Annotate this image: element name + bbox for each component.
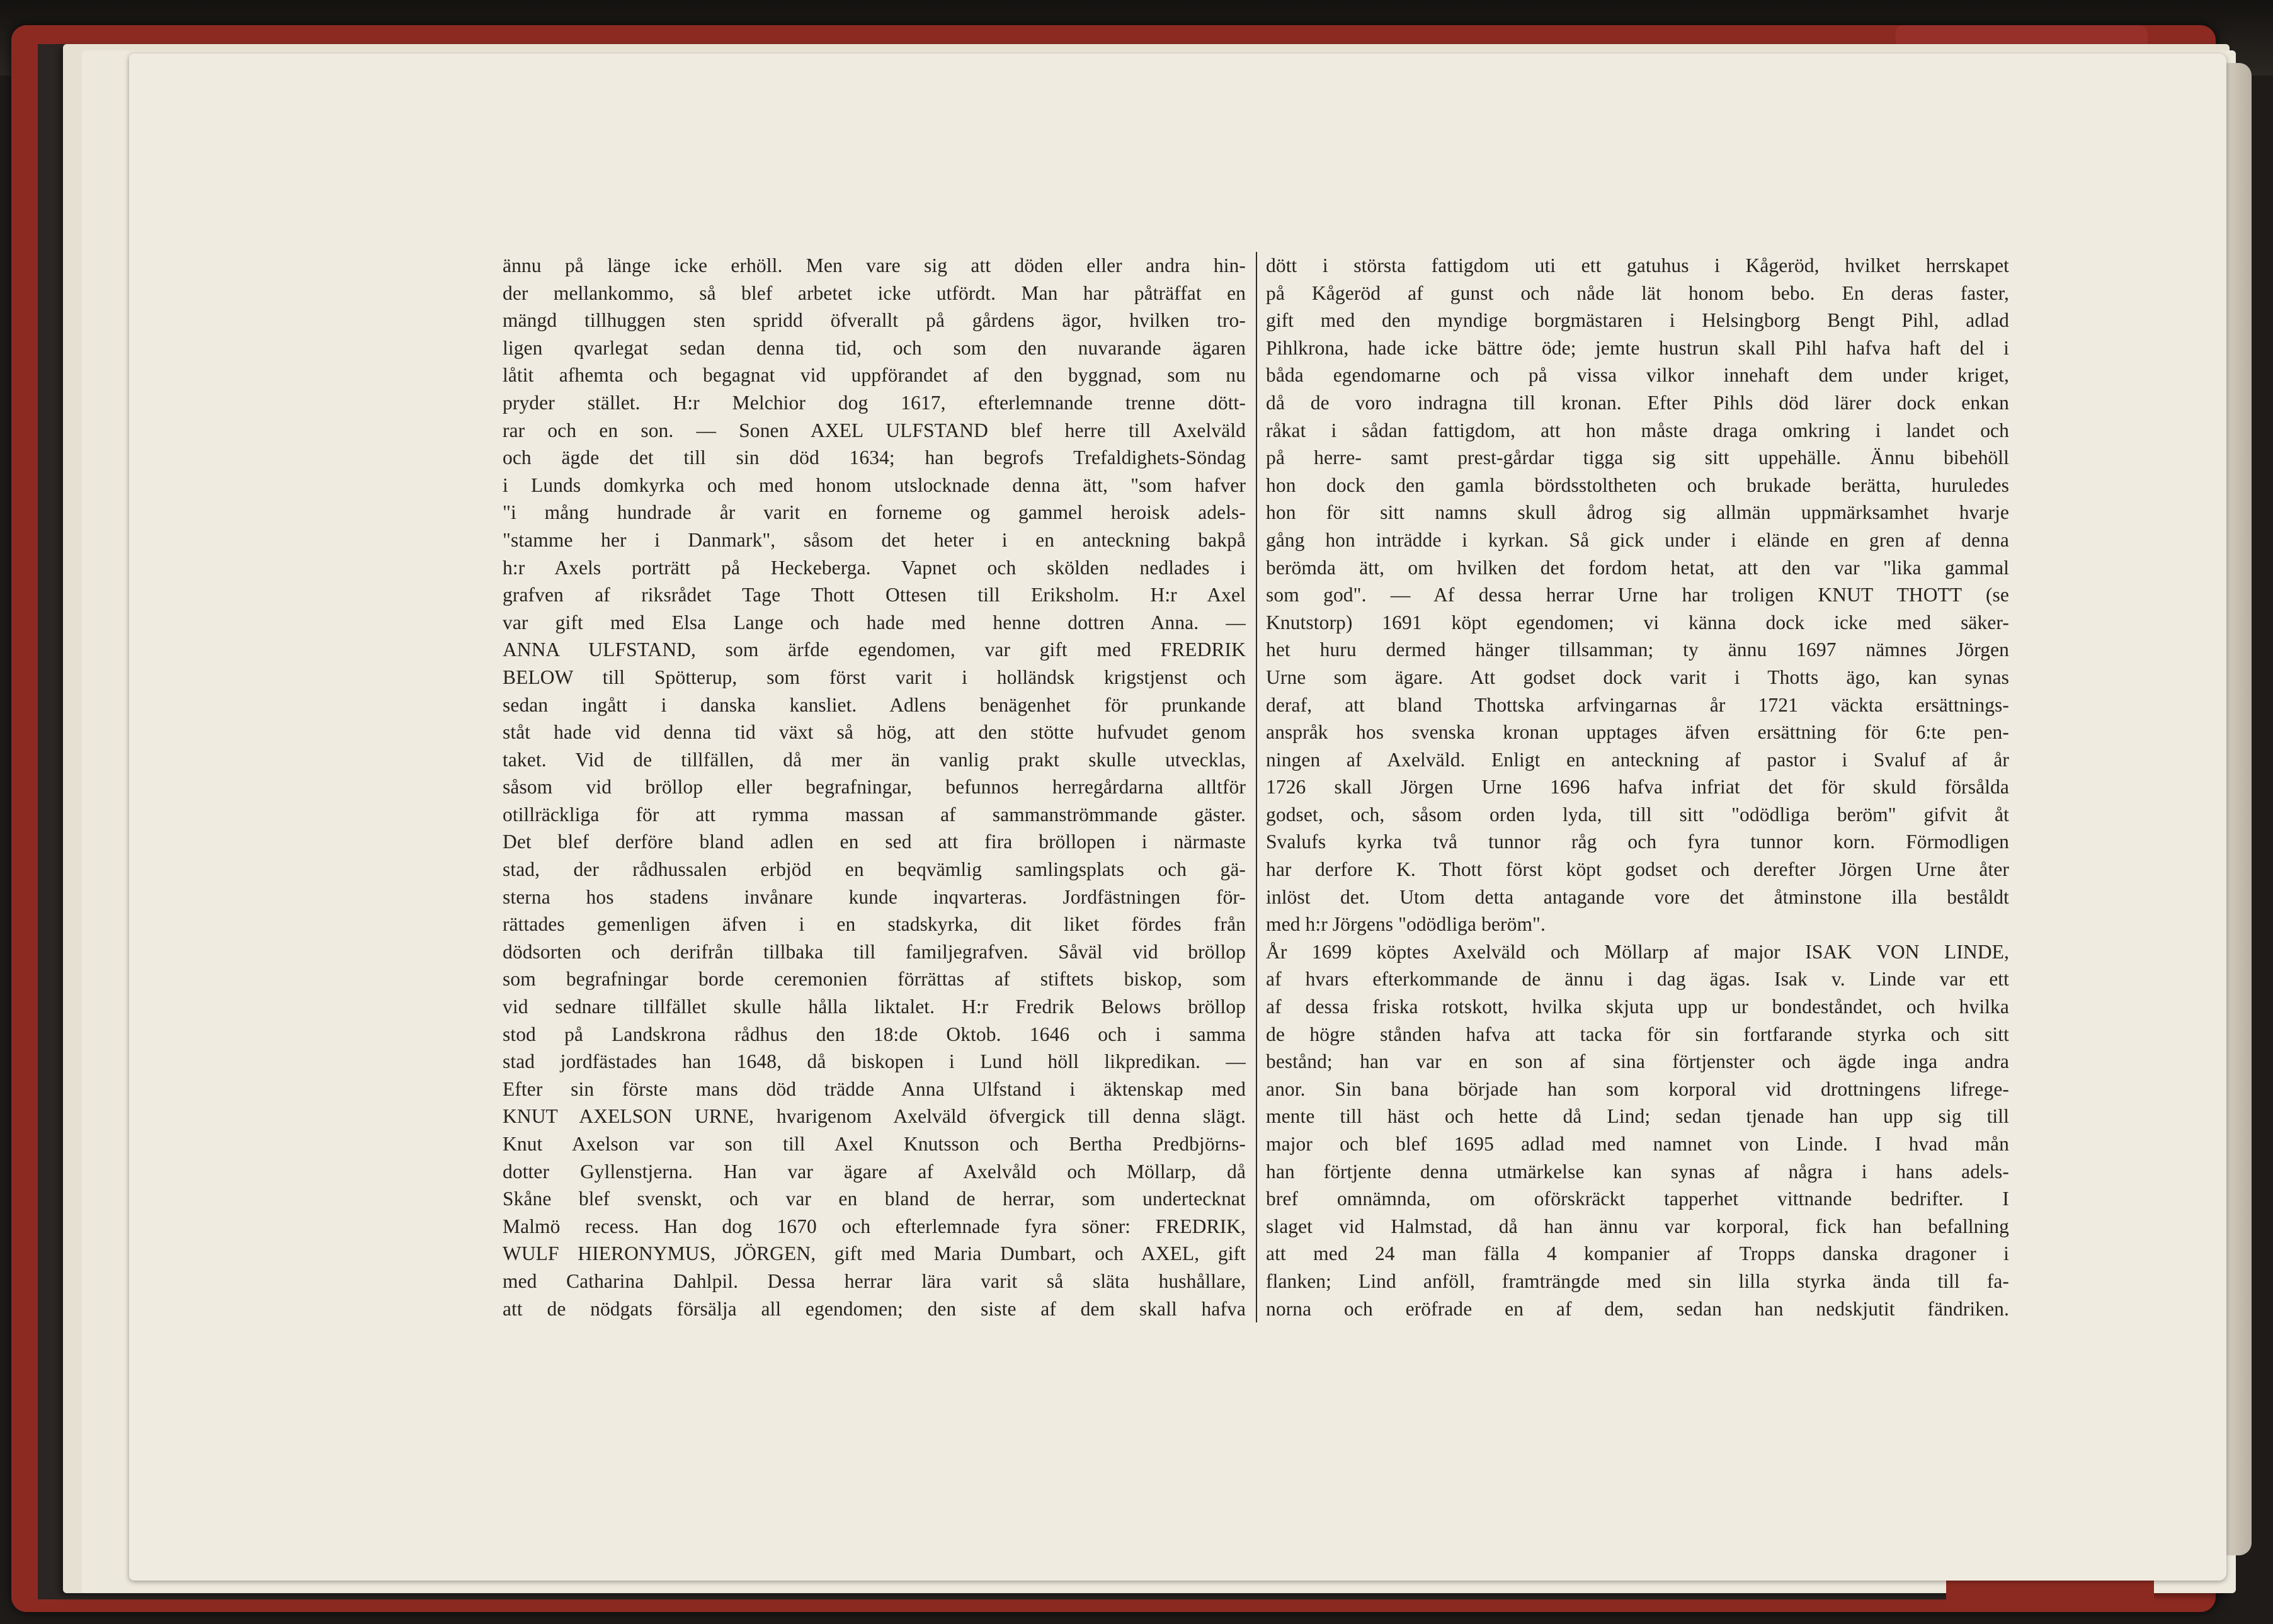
text-line: mente till häst och hette då Lind; sedan tjenade han upp sig till [1266, 1105, 2009, 1128]
text-line: dödsorten och derifrån tillbaka till familjegrafven. Såväl vid bröllop [503, 940, 1246, 963]
text-line: som begrafningar borde ceremonien förrättas af stiftets biskop, som [503, 968, 1246, 991]
text-line: då de voro indragna till kronan. Efter Pihls död lärer dock enkan [1266, 391, 2009, 414]
text-line: ANNA ULFSTAND, som ärfde egendomen, var gift med FREDRIK [503, 639, 1246, 661]
text-line: såsom vid bröllop eller begrafningar, befunnos herregårdarna alltför [503, 776, 1246, 798]
text-line: WULF HIERONYMUS, JÖRGEN, gift med Maria Dumbart, och AXEL, gift [503, 1242, 1246, 1265]
text-line: stad, der rådhussalen erbjöd en beqvämlig samlingsplats och gä- [503, 858, 1246, 881]
text-line: slaget vid Halmstad, då han ännu var korporal, fick han befallning [1266, 1215, 2009, 1237]
text-line: de högre stånden hafva att tacka för sin fortfarande styrka och sitt [1266, 1023, 2009, 1045]
text-line: båda egendomarne och på vissa vilkor innehaft dem under kriget, [1266, 364, 2009, 387]
text-line: råkat i sådan fattigdom, att hon måste draga omkring i landet och [1266, 419, 2009, 441]
text-line: hon dock den gamla bördsstoltheten och brukade berätta, huruledes [1266, 474, 2009, 496]
text-line: ståt hade vid denna tid växt så hög, att den stötte hufvudet genom [503, 721, 1246, 744]
text-line: sterna hos stadens invånare kunde inqvarteras. Jordfästningen för- [503, 885, 1246, 908]
text-line: i Lunds domkyrka och med honom utslocknade denna ätt, "som hafver [503, 474, 1246, 496]
text-line: berömda ätt, om hvilken det fordom hetat, att den var "lika gammal [1266, 556, 2009, 579]
text-line: på herre- samt prest-gårdar tigga sig sitt uppehälle. Ännu bibehöll [1266, 446, 2009, 469]
text-line: major och blef 1695 adlad med namnet von Linde. I hvad mån [1266, 1133, 2009, 1155]
text-line: "i mång hundrade år varit en forneme og gammel heroisk adels- [503, 501, 1246, 524]
text-line: der mellankommo, så blef arbetet icke utfördt. Man har påträffat en [503, 281, 1246, 304]
text-line: ännu på länge icke erhöll. Men vare sig att döden eller andra hin- [503, 254, 1246, 276]
text-line: pryder stället. H:r Melchior dog 1617, efterlemnande trenne dött- [503, 391, 1246, 414]
text-line: ligen qvarlegat sedan denna tid, och som den nuvarande ägaren [503, 336, 1246, 359]
text-line: BELOW till Spötterup, som först varit i holländsk krigstjenst och [503, 666, 1246, 688]
text-line: vid sednare tillfället skulle hålla liktalet. H:r Fredrik Belows bröllop [503, 996, 1246, 1018]
text-line: mängd tillhuggen sten spridd öfverallt på gårdens ägor, hvilken tro- [503, 309, 1246, 332]
text-line: har derfore K. Thott först köpt godset och derefter Jörgen Urne åter [1266, 858, 2009, 881]
text-line: Efter sin förste mans död trädde Anna Ulfstand i äktenskap med [503, 1077, 1246, 1100]
text-line: rar och en son. — Sonen AXEL ULFSTAND blef herre till Axelväld [503, 419, 1246, 441]
right-column [1266, 252, 2009, 1322]
text-line: bref omnämnda, om oförskräckt tapperhet vittnande bedrifter. I [1266, 1188, 2009, 1210]
text-block [503, 252, 2008, 1329]
text-line: Knutstorp) 1691 köpt egendomen; vi känna dock icke med säker- [1266, 611, 2009, 633]
text-line: hon för sitt namns skull ådrog sig allmän uppmärksamhet hvarje [1266, 501, 2009, 524]
text-line: som god". — Af dessa herrar Urne har troligen KNUT THOTT (se [1266, 584, 2009, 606]
text-line: Skåne blef svenskt, och var en bland de herrar, som undertecknat [503, 1188, 1246, 1210]
text-line: flanken; Lind anföll, framträngde med sin lilla styrka ända till fa- [1266, 1269, 2009, 1292]
text-line: godset, och, såsom orden lyda, till sitt "odödliga beröm" gifvit åt [1266, 803, 2009, 826]
text-line: Svalufs kyrka två tunnor råg och fyra tunnor korn. Förmodligen [1266, 831, 2009, 853]
text-line: dotter Gyllenstjerna. Han var ägare af Axelvåld och Möllarp, då [503, 1160, 1246, 1183]
text-line: stad jordfästades han 1648, då biskopen i Lund höll likpredikan. — [503, 1050, 1246, 1073]
text-line: Pihlkrona, hade icke bättre öde; jemte hustrun skall Pihl hafva haft del i [1266, 336, 2009, 359]
text-line: af dessa friska rotskott, hvilka skjuta upp ur bondeståndet, och hvilka [1266, 996, 2009, 1018]
text-line: bestånd; han var en son af sina förtjenster och ägde inga andra [1266, 1050, 2009, 1073]
text-line: stod på Landskrona rådhus den 18:de Oktob. 1646 och i samma [503, 1023, 1246, 1045]
text-line: gång hon inträdde i kyrkan. Så gick under i elände en gren af denna [1266, 528, 2009, 551]
text-line: Urne som ägare. Att godset dock varit i Thotts ägo, kan synas [1266, 666, 2009, 688]
text-line: att de nödgats försälja all egendomen; den siste af dem skall hafva [503, 1297, 1246, 1320]
text-line: otillräckliga för att rymma massan af sammanströmmande gäster. [503, 803, 1246, 826]
text-line: rättades gemenligen äfven i en stadskyrka, dit liket fördes från [503, 913, 1246, 936]
text-line: att med 24 man fälla 4 kompanier af Tropps danska dragoner i [1266, 1242, 2009, 1265]
text-line: het huru dermed hänger tillsamman; ty ännu 1697 nämnes Jörgen [1266, 639, 2009, 661]
text-line: ningen af Axelväld. Enligt en anteckning af pastor i Svaluf af år [1266, 748, 2009, 771]
text-line: anor. Sin bana började han som korporal vid drottningens lifrege- [1266, 1077, 2009, 1100]
left-column [503, 252, 1246, 1322]
text-line: han förtjente denna utmärkelse kan synas af några i hans adels- [1266, 1160, 2009, 1183]
text-line: År 1699 köptes Axelväld och Möllarp af major ISAK VON LINDE, [1266, 940, 2009, 963]
text-line: af hvars efterkommande de ännu i dag ägas. Isak v. Linde var ett [1266, 968, 2009, 991]
text-line: med h:r Jörgens "odödliga beröm". [1266, 913, 1546, 936]
text-line: KNUT AXELSON URNE, hvarigenom Axelväld öfvergick till denna slägt. [503, 1105, 1246, 1128]
text-line: låtit afhemta och begagnat vid uppförandet af den byggnad, som nu [503, 364, 1246, 387]
text-line: anspråk hos svenska kronan upptages äfven ersättning för 6:te pen- [1266, 721, 2009, 744]
text-line: var gift med Elsa Lange och hade med henne dottren Anna. — [503, 611, 1246, 633]
text-line: med Catharina Dahlpil. Dessa herrar lära varit så släta hushållare, [503, 1269, 1246, 1292]
text-line: grafven af riksrådet Tage Thott Ottesen till Eriksholm. H:r Axel [503, 584, 1246, 606]
text-line: deraf, att bland Thottska arfvingarnas år 1721 väckta ersättnings- [1266, 693, 2009, 716]
text-line: Det blef derföre bland adlen en sed att fira bröllopen i närmaste [503, 831, 1246, 853]
text-line: taket. Vid de tillfällen, då mer än vanlig prakt skulle utvecklas, [503, 748, 1246, 771]
text-line: Malmö recess. Han dog 1670 och efterlemnade fyra söner: FREDRIK, [503, 1215, 1246, 1237]
text-line: Knut Axelson var son till Axel Knutsson och Bertha Predbjörns- [503, 1133, 1246, 1155]
text-line: inlöst det. Utom detta antagande vore det åtminstone illa beståldt [1266, 885, 2009, 908]
text-line: och ägde det till sin död 1634; han begrofs Trefaldighets-Söndag [503, 446, 1246, 469]
text-line: dött i största fattigdom uti ett gatuhus i Kågeröd, hvilket herrskapet [1266, 254, 2009, 276]
column-divider [1256, 252, 1257, 1322]
text-line: norna och eröfrade en af dem, sedan han nedskjutit fändriken. [1266, 1297, 2009, 1320]
text-line: sedan ingått i danska kansliet. Adlens benägenhet för prunkande [503, 693, 1246, 716]
text-line: h:r Axels porträtt på Heckeberga. Vapnet och skölden nedlades i [503, 556, 1246, 579]
text-line: på Kågeröd af gunst och nåde lät honom bebo. En deras faster, [1266, 281, 2009, 304]
text-line: gift med den myndige borgmästaren i Helsingborg Bengt Pihl, adlad [1266, 309, 2009, 332]
text-line: 1726 skall Jörgen Urne 1696 hafva infriat det för skuld försålda [1266, 776, 2009, 798]
text-line: "stamme her i Danmark", såsom det heter i en anteckning bakpå [503, 528, 1246, 551]
